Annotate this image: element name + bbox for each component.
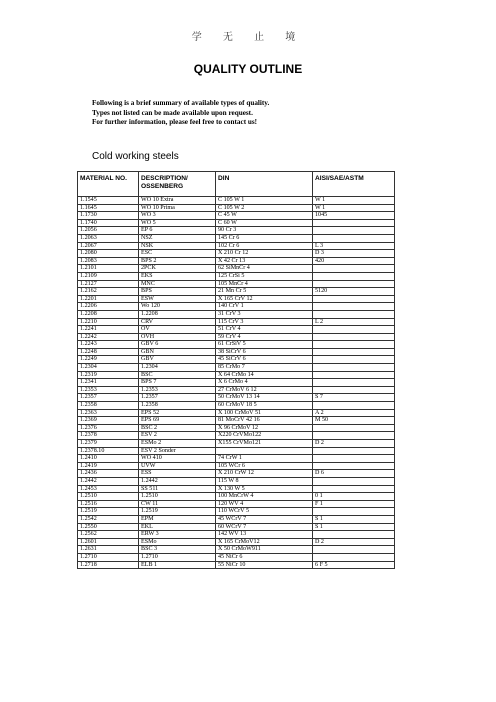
table-row <box>78 326 395 334</box>
table-row <box>78 409 395 417</box>
cell-description: NSZ <box>139 234 216 242</box>
table-row <box>78 432 395 440</box>
cell-material-no: 1.2249 <box>78 356 139 364</box>
table-row <box>78 242 395 250</box>
intro-line: Types not listed can be made available upon request. <box>92 108 253 117</box>
table-row <box>78 212 395 220</box>
cell-material-no: 1.2319 <box>78 371 139 379</box>
cell-din: X155 CrVMo121 <box>216 440 313 448</box>
cell-material-no: 1.2243 <box>78 341 139 349</box>
table-row <box>78 515 395 523</box>
header-description: DESCRIPTION/ OSSENBERG <box>139 172 216 197</box>
cell-material-no: 1.1730 <box>78 212 139 220</box>
table-row <box>78 204 395 212</box>
cell-description: 1.2208 <box>139 310 216 318</box>
cell-din: X 165 CrMoV12 <box>216 538 313 546</box>
cell-material-no: 1.2241 <box>78 326 139 334</box>
cell-description: WO 5 <box>139 219 216 227</box>
table-row <box>78 288 395 296</box>
cell-material-no: 1.2206 <box>78 303 139 311</box>
cell-aisi <box>313 234 395 242</box>
cell-description: ERW 3 <box>139 531 216 539</box>
table-row <box>78 440 395 448</box>
cell-description: ESV 2 Sonder <box>139 447 216 455</box>
cell-material-no: 1.2127 <box>78 280 139 288</box>
table-row <box>78 227 395 235</box>
cell-material-no: 1.2376 <box>78 424 139 432</box>
table-row <box>78 470 395 478</box>
cell-material-no: 1.2601 <box>78 538 139 546</box>
cell-din: 31 CrV 3 <box>216 310 313 318</box>
cell-description: BPS 2 <box>139 257 216 265</box>
table-row <box>78 272 395 280</box>
intro-line: Following is a brief summary of available types of quality. <box>92 99 270 107</box>
cell-din <box>216 447 313 455</box>
cell-din: X 130 W 5 <box>216 485 313 493</box>
cell-din: X 42 Cr 13 <box>216 257 313 265</box>
cell-aisi: 420 <box>313 257 395 265</box>
cell-aisi <box>313 508 395 516</box>
cell-din: 140 CrV 1 <box>216 303 313 311</box>
cell-aisi <box>313 402 395 410</box>
cell-din: X 210 CrW 12 <box>216 470 313 478</box>
cell-din: X 100 CrMoV 51 <box>216 409 313 417</box>
table-row <box>78 280 395 288</box>
cell-description: EP 6 <box>139 227 216 235</box>
cell-material-no: 1.2304 <box>78 364 139 372</box>
cell-description: BSC 2 <box>139 424 216 432</box>
cell-din: 85 CrMo 7 <box>216 364 313 372</box>
cell-material-no: 1.2109 <box>78 272 139 280</box>
table-row <box>78 356 395 364</box>
cell-din: 125 CrSi 5 <box>216 272 313 280</box>
table-row <box>78 310 395 318</box>
intro-text <box>92 99 269 128</box>
cell-description: WO 410 <box>139 455 216 463</box>
cell-description: BSC <box>139 371 216 379</box>
cell-description: ESV 2 <box>139 432 216 440</box>
cell-aisi: L 3 <box>313 242 395 250</box>
cell-description: ESW <box>139 295 216 303</box>
cell-material-no: 1.2063 <box>78 234 139 242</box>
section-title: Cold working steels <box>92 151 179 162</box>
cell-aisi: 5120 <box>313 288 395 296</box>
table-row <box>78 462 395 470</box>
cell-aisi: A 2 <box>313 409 395 417</box>
cell-description: CW 11 <box>139 500 216 508</box>
cell-description: BPS <box>139 288 216 296</box>
cell-aisi <box>313 333 395 341</box>
cell-description: WO 3 <box>139 212 216 220</box>
cell-description: EPM <box>139 515 216 523</box>
cell-din: 120 WV 4 <box>216 500 313 508</box>
table-row <box>78 197 395 205</box>
cell-material-no: 1.2631 <box>78 546 139 554</box>
cell-din: C 45 W <box>216 212 313 220</box>
cell-material-no: 1.2210 <box>78 318 139 326</box>
cell-material-no: 1.2357 <box>78 394 139 402</box>
cell-din: 81 MoCrV 42 16 <box>216 417 313 425</box>
cell-description: 1.2353 <box>139 386 216 394</box>
cell-description: ELB 1 <box>139 561 216 569</box>
table-header-row <box>78 172 395 197</box>
table-row <box>78 303 395 311</box>
table-row <box>78 341 395 349</box>
cell-aisi: W 1 <box>313 197 395 205</box>
table-row <box>78 523 395 531</box>
cell-description: 2PCK <box>139 265 216 273</box>
cell-description: EKS <box>139 272 216 280</box>
cell-material-no: 1.2201 <box>78 295 139 303</box>
table-body <box>78 197 395 569</box>
quality-table <box>77 171 395 569</box>
cell-din: C 60 W <box>216 219 313 227</box>
cell-din: X 165 CrV 12 <box>216 295 313 303</box>
cell-material-no: 1.2369 <box>78 417 139 425</box>
cell-aisi: M 50 <box>313 417 395 425</box>
cell-material-no: 1.2710 <box>78 553 139 561</box>
cell-material-no: 1.2378 <box>78 432 139 440</box>
cell-aisi <box>313 364 395 372</box>
cell-description: 1.2304 <box>139 364 216 372</box>
header-din: DIN <box>216 172 313 197</box>
cell-description: WO 10 Extra <box>139 197 216 205</box>
cell-material-no: 1.2101 <box>78 265 139 273</box>
cell-aisi <box>313 219 395 227</box>
cell-material-no: 1.2516 <box>78 500 139 508</box>
cell-material-no: 1.2453 <box>78 485 139 493</box>
cell-material-no: 1.2067 <box>78 242 139 250</box>
cell-material-no: 1.2363 <box>78 409 139 417</box>
cell-din: 60 CrMoV 18 5 <box>216 402 313 410</box>
table-row <box>78 348 395 356</box>
table-row <box>78 546 395 554</box>
cell-din: 115 W 8 <box>216 477 313 485</box>
cell-din: 102 Cr 6 <box>216 242 313 250</box>
cell-description: OV <box>139 326 216 334</box>
cell-din: 38 SiCrV 6 <box>216 348 313 356</box>
cell-material-no: 1.2718 <box>78 561 139 569</box>
cell-aisi: W 1 <box>313 204 395 212</box>
cell-description: NSK <box>139 242 216 250</box>
cell-din: X 50 CrMoW911 <box>216 546 313 554</box>
cell-material-no: 1.1545 <box>78 197 139 205</box>
cell-description: ESMo <box>139 538 216 546</box>
cell-material-no: 1.2358 <box>78 402 139 410</box>
cell-description: 1.2358 <box>139 402 216 410</box>
cell-material-no: 1.2419 <box>78 462 139 470</box>
cell-din: 90 Cr 3 <box>216 227 313 235</box>
cell-material-no: 1.2341 <box>78 379 139 387</box>
table-row <box>78 402 395 410</box>
cell-din: 74 CrW 1 <box>216 455 313 463</box>
cell-aisi <box>313 485 395 493</box>
cell-din: 60 WCrV 7 <box>216 523 313 531</box>
cell-material-no: 1.2242 <box>78 333 139 341</box>
table-row <box>78 531 395 539</box>
cell-aisi: 1045 <box>313 212 395 220</box>
table-row <box>78 318 395 326</box>
cell-din: 142 WV 13 <box>216 531 313 539</box>
table-row <box>78 364 395 372</box>
cell-description: EPS 52 <box>139 409 216 417</box>
cell-description: ESC <box>139 250 216 258</box>
cell-material-no: 1.2442 <box>78 477 139 485</box>
table-row <box>78 485 395 493</box>
cell-din: 100 MnCrW 4 <box>216 493 313 501</box>
cell-aisi: D 2 <box>313 440 395 448</box>
cell-aisi <box>313 424 395 432</box>
cell-aisi <box>313 447 395 455</box>
cell-description: OVH <box>139 333 216 341</box>
cell-aisi: S 7 <box>313 394 395 402</box>
cell-material-no: 1.2519 <box>78 508 139 516</box>
cell-description: EPS 69 <box>139 417 216 425</box>
cell-material-no: 1.2353 <box>78 386 139 394</box>
cell-description: MNC <box>139 280 216 288</box>
cell-aisi: D 6 <box>313 470 395 478</box>
table-row <box>78 379 395 387</box>
cell-aisi <box>313 432 395 440</box>
cell-aisi <box>313 326 395 334</box>
table-row <box>78 447 395 455</box>
cell-aisi: L 2 <box>313 318 395 326</box>
cell-din: 21 Mn Cr 5 <box>216 288 313 296</box>
cell-aisi <box>313 303 395 311</box>
cell-aisi <box>313 477 395 485</box>
cell-material-no: 1.2379 <box>78 440 139 448</box>
cell-aisi: S 1 <box>313 515 395 523</box>
table-row <box>78 477 395 485</box>
table-row <box>78 561 395 569</box>
cell-din: 62 SiMnCr 4 <box>216 265 313 273</box>
table-row <box>78 386 395 394</box>
cell-description: GBV <box>139 356 216 364</box>
table-row <box>78 371 395 379</box>
cell-din: X 96 CrMoV 12 <box>216 424 313 432</box>
cell-aisi <box>313 553 395 561</box>
cell-din: 145 Cr 6 <box>216 234 313 242</box>
cell-din: C 105 W 2 <box>216 204 313 212</box>
cell-aisi <box>313 546 395 554</box>
cell-description: BSC 3 <box>139 546 216 554</box>
table-row <box>78 219 395 227</box>
cell-description: 1.2357 <box>139 394 216 402</box>
cell-din: 50 CrMoV 13 14 <box>216 394 313 402</box>
cell-din: 105 MnCr 4 <box>216 280 313 288</box>
table-row <box>78 257 395 265</box>
cell-aisi <box>313 272 395 280</box>
cell-din: X 64 CrMo 14 <box>216 371 313 379</box>
cell-aisi <box>313 295 395 303</box>
cell-aisi <box>313 386 395 394</box>
cell-material-no: 1.2056 <box>78 227 139 235</box>
cell-description: WO 10 Prima <box>139 204 216 212</box>
cell-description: Wo 120 <box>139 303 216 311</box>
cell-description: GBV 6 <box>139 341 216 349</box>
table-row <box>78 250 395 258</box>
cell-aisi: 0 1 <box>313 493 395 501</box>
cell-material-no: 1.2550 <box>78 523 139 531</box>
cell-aisi: F 1 <box>313 500 395 508</box>
cell-aisi <box>313 371 395 379</box>
cell-material-no: 1.2436 <box>78 470 139 478</box>
cell-aisi <box>313 356 395 364</box>
cell-material-no: 1.2542 <box>78 515 139 523</box>
table-row <box>78 493 395 501</box>
cell-aisi <box>313 531 395 539</box>
cell-din: X 210 Cr 12 <box>216 250 313 258</box>
cell-din: 110 WCrV 5 <box>216 508 313 516</box>
cell-din: X220 CrVMo122 <box>216 432 313 440</box>
cell-aisi <box>313 280 395 288</box>
table-row <box>78 333 395 341</box>
cell-description: GBN <box>139 348 216 356</box>
intro-line: For further information, please feel free to contact us! <box>92 118 258 126</box>
cell-material-no: 1.2378.10 <box>78 447 139 455</box>
cell-material-no: 1.2162 <box>78 288 139 296</box>
cell-aisi <box>313 310 395 318</box>
cell-description: 1.2510 <box>139 493 216 501</box>
cell-aisi: 6 F 5 <box>313 561 395 569</box>
cell-din: 51 CrV 4 <box>216 326 313 334</box>
cell-din: 45 WCrV 7 <box>216 515 313 523</box>
table-row <box>78 424 395 432</box>
cell-material-no: 1.1645 <box>78 204 139 212</box>
table-row <box>78 500 395 508</box>
cell-din: 55 NiCr 10 <box>216 561 313 569</box>
table-row <box>78 265 395 273</box>
cell-material-no: 1.2083 <box>78 257 139 265</box>
cell-aisi <box>313 227 395 235</box>
cell-din: 61 CrSiV 5 <box>216 341 313 349</box>
cell-aisi <box>313 462 395 470</box>
table-row <box>78 455 395 463</box>
table-row <box>78 295 395 303</box>
header-aisi: AISI/SAE/ASTM <box>313 172 395 197</box>
cell-description: ESS <box>139 470 216 478</box>
cell-material-no: 1.2248 <box>78 348 139 356</box>
table-row <box>78 538 395 546</box>
cell-din: X 6 CrMo 4 <box>216 379 313 387</box>
cell-description: SS 511 <box>139 485 216 493</box>
cell-material-no: 1.2410 <box>78 455 139 463</box>
cell-din: 105 WCr 6 <box>216 462 313 470</box>
table-row <box>78 417 395 425</box>
cell-material-no: 1.1740 <box>78 219 139 227</box>
cell-material-no: 1.2208 <box>78 310 139 318</box>
cell-aisi: D 2 <box>313 538 395 546</box>
cell-description: 1.2519 <box>139 508 216 516</box>
cell-din: 45 NiCr 6 <box>216 553 313 561</box>
cell-din: 59 CrV 4 <box>216 333 313 341</box>
cell-description: ESMo 2 <box>139 440 216 448</box>
cell-description: BPS 7 <box>139 379 216 387</box>
header-mark: 学 无 止 境 <box>191 32 305 43</box>
cell-description: EKL <box>139 523 216 531</box>
table-row <box>78 553 395 561</box>
cell-aisi <box>313 265 395 273</box>
cell-description: CRV <box>139 318 216 326</box>
cell-material-no: 1.2080 <box>78 250 139 258</box>
cell-description: 1.2710 <box>139 553 216 561</box>
cell-aisi: S 1 <box>313 523 395 531</box>
header-material-no: MATERIAL NO. <box>78 172 139 197</box>
cell-aisi <box>313 348 395 356</box>
cell-aisi <box>313 455 395 463</box>
table-row <box>78 508 395 516</box>
cell-din: 27 CrMoV 6 12 <box>216 386 313 394</box>
cell-description: 1.2442 <box>139 477 216 485</box>
cell-din: C 105 W 1 <box>216 197 313 205</box>
table-row <box>78 234 395 242</box>
cell-description: UVW <box>139 462 216 470</box>
table-row <box>78 394 395 402</box>
cell-din: 115 CrV 3 <box>216 318 313 326</box>
cell-material-no: 1.2562 <box>78 531 139 539</box>
cell-aisi <box>313 341 395 349</box>
cell-material-no: 1.2510 <box>78 493 139 501</box>
cell-aisi <box>313 379 395 387</box>
cell-aisi: D 3 <box>313 250 395 258</box>
cell-din: 45 SiCrV 6 <box>216 356 313 364</box>
page-title: QUALITY OUTLINE <box>193 62 303 76</box>
